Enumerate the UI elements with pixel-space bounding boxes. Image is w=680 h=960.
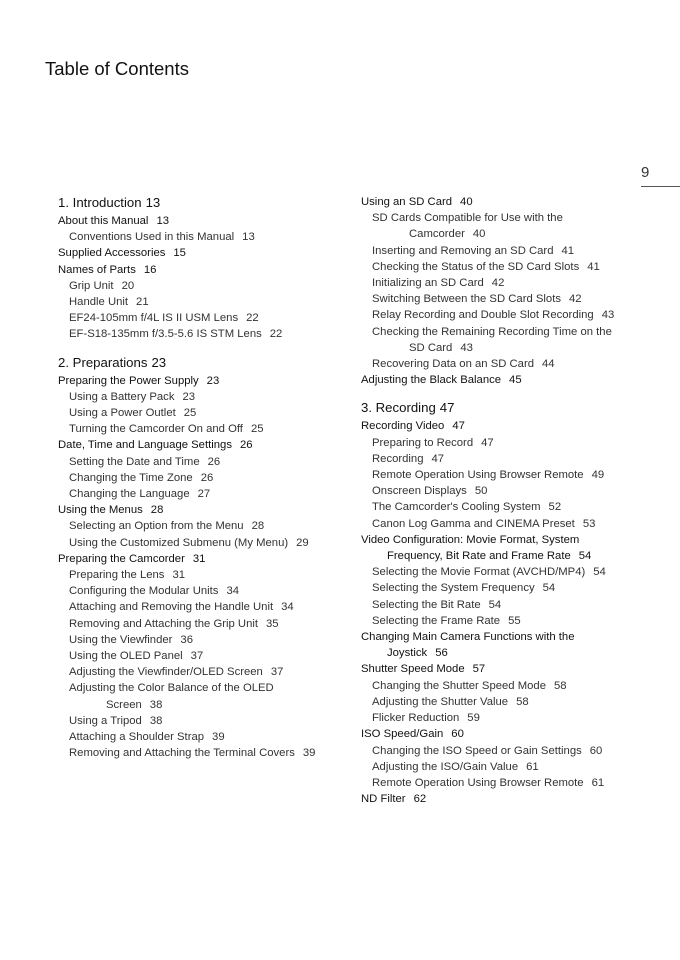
- toc-entry-title: Turning the Camcorder On and Off: [69, 423, 243, 436]
- toc-page-number: 37: [270, 666, 284, 679]
- toc-entry-title: Grip Unit: [69, 279, 114, 292]
- toc-subsection-link[interactable]: [58, 486, 338, 502]
- toc-entry-title: Inserting and Removing an SD Card: [372, 244, 554, 257]
- toc-entry-title: Adjusting the ISO/Gain Value: [372, 760, 519, 773]
- toc-entry-title: Changing the Language: [69, 488, 190, 501]
- toc-entry-title: Using a Battery Pack: [69, 390, 175, 403]
- toc-subsection-link[interactable]: [361, 243, 661, 259]
- toc-entry-title: Video Configuration: Movie Format, System: [361, 533, 580, 546]
- toc-subsection-link[interactable]: [58, 294, 338, 310]
- toc-entry-title: EF-S18-135mm f/3.5-5.6 IS STM Lens: [69, 328, 262, 341]
- toc-entry-title: Onscreen Displays: [372, 485, 467, 498]
- toc-subsection-link[interactable]: [361, 259, 661, 275]
- toc-entry-title: Supplied Accessories: [58, 247, 166, 260]
- toc-page-number: 42: [491, 277, 505, 290]
- toc-section-link[interactable]: [361, 726, 661, 742]
- toc-entry-title: Preparing the Power Supply: [58, 374, 199, 387]
- toc-page-number: 28: [251, 520, 265, 533]
- toc-subsection-link[interactable]: [58, 310, 338, 326]
- toc-entry-title: Conventions Used in this Manual: [69, 231, 235, 244]
- page-number-rule: [641, 186, 680, 187]
- toc-entry-title: Checking the Status of the SD Card Slots: [372, 260, 580, 273]
- toc-entry-title: Selecting the System Frequency: [372, 582, 535, 595]
- toc-section-link[interactable]: [58, 373, 338, 389]
- toc-page-number: 15: [173, 247, 186, 260]
- toc-page-number: 39: [212, 731, 225, 744]
- toc-entry-title: Preparing to Record: [372, 436, 474, 449]
- toc-subsection-link[interactable]: [58, 470, 338, 486]
- toc-subsection-link[interactable]: [58, 567, 338, 583]
- toc-subsection-link[interactable]: [361, 307, 661, 323]
- toc-page-number: 23: [182, 390, 196, 403]
- toc-entry-title: Removing and Attaching the Grip Unit: [69, 617, 259, 630]
- toc-entry-title: Names of Parts: [58, 263, 136, 276]
- toc-page-number: 38: [149, 714, 163, 727]
- toc-subsection-link[interactable]: [361, 275, 661, 291]
- toc-page-number: 34: [226, 585, 240, 598]
- toc-entry-title: Recovering Data on an SD Card: [372, 358, 535, 371]
- toc-page-number: 25: [250, 423, 264, 436]
- toc-subsection-link[interactable]: [58, 518, 338, 534]
- toc-entry-title: Selecting the Movie Format (AVCHD/MP4): [372, 566, 586, 579]
- toc-entry-title: Removing and Attaching the Terminal Covers: [69, 747, 295, 760]
- toc-entry-title: Using the Customized Submenu (My Menu): [69, 536, 289, 549]
- toc-subsection-link[interactable]: [58, 616, 338, 632]
- toc-subsection-link[interactable]: [361, 775, 661, 791]
- toc-entry-title: Setting the Date and Time: [69, 455, 200, 468]
- toc-subsection-link[interactable]: [361, 467, 661, 483]
- toc-page-number: 40: [472, 228, 486, 241]
- toc-chapter-heading[interactable]: [361, 399, 661, 417]
- toc-page-number: 45: [509, 374, 522, 387]
- toc-page-number: 26: [239, 439, 253, 452]
- toc-subsection-link[interactable]: [58, 278, 338, 294]
- toc-entry-title: Adjusting the Black Balance: [361, 374, 502, 387]
- toc-entry-title: Remote Operation Using Browser Remote: [372, 469, 584, 482]
- toc-entry-title: SD Cards Compatible for Use with the: [372, 212, 563, 225]
- toc-subsection-link[interactable]: [58, 680, 338, 712]
- toc-section-link[interactable]: [58, 502, 338, 518]
- toc-entry-title: Changing the Shutter Speed Mode: [372, 679, 546, 692]
- toc-page-number: 37: [190, 650, 204, 663]
- toc-subsection-link[interactable]: [361, 743, 661, 759]
- toc-section-link[interactable]: [361, 791, 661, 807]
- toc-section-link[interactable]: [361, 194, 661, 210]
- toc-entry-title: Changing the ISO Speed or Gain Settings: [372, 744, 582, 757]
- toc-page-number: 55: [508, 614, 521, 627]
- toc-entry-title: About this Manual: [58, 215, 149, 227]
- toc-entry-title: Selecting the Frame Rate: [372, 614, 501, 627]
- toc-page-number: 52: [548, 501, 562, 514]
- toc-entry-title: Recording: [372, 452, 424, 465]
- toc-page-number: 34: [281, 601, 294, 614]
- toc-entry-title: Preparing the Lens: [69, 569, 165, 582]
- toc-chapter-heading[interactable]: [58, 194, 338, 212]
- toc-entry-title: ND Filter: [361, 793, 406, 806]
- toc-page-number: 54: [488, 598, 502, 611]
- toc-entry-title: ISO Speed/Gain: [361, 728, 444, 741]
- toc-page-number: 38: [149, 698, 163, 711]
- toc-page-number: 62: [413, 793, 427, 806]
- toc-subsection-link[interactable]: [58, 389, 338, 405]
- toc-page-number: 23: [151, 354, 167, 370]
- toc-entry-title: Switching Between the SD Card Slots: [372, 293, 562, 306]
- toc-page-number: 43: [601, 309, 615, 322]
- toc-entry-title: 1. Introduction: [58, 195, 142, 210]
- toc-entry-title-continued: Joystick: [387, 647, 428, 660]
- toc-page-number: 54: [593, 566, 606, 579]
- toc-entry-title: EF24-105mm f/4L IS II USM Lens: [69, 312, 239, 325]
- toc-section-link[interactable]: [361, 661, 661, 677]
- toc-entry-title: Using the OLED Panel: [69, 650, 183, 663]
- toc-subsection-link[interactable]: [361, 564, 661, 580]
- toc-entry-title: Using the Viewfinder: [69, 633, 173, 646]
- toc-page-number: 35: [266, 617, 279, 630]
- toc-subsection-link[interactable]: [361, 210, 661, 242]
- toc-page-number: 23: [206, 374, 220, 387]
- toc-column-right: [361, 194, 661, 807]
- toc-entry-title: Adjusting the Shutter Value: [372, 695, 509, 708]
- toc-subsection-link[interactable]: [361, 483, 661, 499]
- toc-subsection-link[interactable]: [361, 694, 661, 710]
- toc-entry-title: Remote Operation Using Browser Remote: [372, 776, 584, 789]
- toc-page-number: 27: [197, 488, 211, 501]
- toc-page-number: 58: [553, 679, 567, 692]
- toc-entry-title: Selecting the Bit Rate: [372, 598, 481, 611]
- toc-page-number: 47: [439, 400, 455, 416]
- toc-entry-title: Configuring the Modular Units: [69, 585, 219, 598]
- toc-subsection-link[interactable]: [361, 759, 661, 775]
- toc-page-number: 13: [145, 195, 161, 210]
- toc-entry-title: The Camcorder's Cooling System: [372, 501, 541, 514]
- toc-subsection-link[interactable]: [361, 710, 661, 726]
- toc-section-link[interactable]: [361, 372, 661, 388]
- toc-page-number: 61: [591, 776, 605, 789]
- toc-subsection-link[interactable]: [361, 516, 661, 532]
- toc-page-number: 31: [192, 552, 206, 565]
- toc-entry-title: Shutter Speed Mode: [361, 663, 465, 676]
- toc-entry-title: Flicker Reduction: [372, 712, 460, 725]
- toc-page-number: 40: [460, 196, 473, 208]
- toc-subsection-link[interactable]: [58, 421, 338, 437]
- toc-entry-title: Handle Unit: [69, 296, 129, 309]
- toc-subsection-link[interactable]: [58, 745, 338, 761]
- toc-page-number: 58: [516, 695, 529, 708]
- toc-page-number: 25: [183, 407, 197, 420]
- toc-entry-title: 2. Preparations: [58, 354, 148, 370]
- toc-page-number: 26: [200, 471, 214, 484]
- toc-subsection-link[interactable]: [58, 535, 338, 551]
- toc-entry-title: Using the Menus: [58, 504, 143, 517]
- toc-entry-title: Preparing the Camcorder: [58, 552, 185, 565]
- toc-entry-title-continued: Screen: [106, 698, 142, 711]
- toc-page-number: 29: [296, 536, 309, 549]
- toc-page-number: 41: [561, 244, 575, 257]
- toc-subsection-link[interactable]: [361, 291, 661, 307]
- toc-section-link[interactable]: [58, 262, 338, 278]
- toc-entry-title: Recording Video: [361, 420, 445, 433]
- toc-section-link[interactable]: [58, 245, 338, 261]
- toc-page-number: 39: [302, 747, 316, 760]
- toc-page-number: 20: [121, 279, 135, 292]
- toc-entry-title: Changing the Time Zone: [69, 471, 193, 484]
- toc-section-link[interactable]: [58, 437, 338, 453]
- toc-section-link[interactable]: [361, 629, 661, 661]
- toc-page-number: 22: [269, 328, 283, 341]
- toc-subsection-link[interactable]: [361, 499, 661, 515]
- toc-page-number: 54: [578, 550, 592, 563]
- toc-subsection-link[interactable]: [58, 648, 338, 664]
- toc-page-number: 31: [172, 569, 186, 582]
- toc-page-number: 47: [452, 420, 465, 433]
- toc-page-number: 47: [431, 452, 445, 465]
- toc-subsection-link[interactable]: [58, 664, 338, 680]
- toc-subsection-link[interactable]: [361, 613, 661, 629]
- page-number: 9: [641, 164, 650, 181]
- toc-page-number: 13: [242, 231, 255, 244]
- toc-entry-title: Using an SD Card: [361, 196, 453, 208]
- toc-subsection-link[interactable]: [58, 713, 338, 729]
- toc-entry-title-continued: Camcorder: [409, 228, 465, 241]
- toc-subsection-link[interactable]: [361, 324, 661, 356]
- toc-section-link[interactable]: [361, 418, 661, 434]
- toc-subsection-link[interactable]: [58, 583, 338, 599]
- toc-chapter-heading[interactable]: [58, 354, 338, 372]
- toc-entry-title: Canon Log Gamma and CINEMA Preset: [372, 517, 575, 530]
- toc-page-number: 57: [472, 663, 486, 676]
- toc-section-link[interactable]: [58, 551, 338, 567]
- toc-page-number: 60: [451, 728, 464, 741]
- toc-entry-title: Adjusting the Color Balance of the OLED: [69, 682, 274, 695]
- toc-section-link[interactable]: [361, 532, 661, 564]
- toc-page-number: 28: [150, 504, 164, 517]
- toc-page-number: 26: [207, 455, 221, 468]
- toc-entry-title: 3. Recording: [361, 400, 436, 416]
- toc-subsection-link[interactable]: [58, 229, 338, 245]
- toc-subsection-link[interactable]: [361, 580, 661, 596]
- toc-entry-title: Attaching and Removing the Handle Unit: [69, 601, 274, 614]
- toc-subsection-link[interactable]: [361, 678, 661, 694]
- toc-page-number: 54: [542, 582, 556, 595]
- toc-page-number: 60: [589, 744, 603, 757]
- toc-subsection-link[interactable]: [58, 599, 338, 615]
- toc-subsection-link[interactable]: [361, 435, 661, 451]
- toc-entry-title: Attaching a Shoulder Strap: [69, 731, 205, 744]
- toc-entry-title-continued: Frequency, Bit Rate and Frame Rate: [387, 550, 571, 563]
- toc-page-number: 36: [180, 633, 193, 646]
- toc-page-number: 47: [481, 436, 494, 449]
- toc-page-number: 16: [143, 263, 157, 276]
- toc-page-number: 13: [156, 215, 170, 227]
- toc-entry-title: Using a Power Outlet: [69, 407, 176, 420]
- toc-section-link[interactable]: [58, 213, 338, 229]
- toc-page-number: 41: [587, 260, 600, 273]
- toc-page-number: 43: [460, 341, 473, 354]
- toc-subsection-link[interactable]: [58, 729, 338, 745]
- toc-page-number: 42: [569, 293, 582, 306]
- toc-page-number: 61: [526, 760, 539, 773]
- toc-entry-title: Changing Main Camera Functions with the: [361, 631, 575, 644]
- toc-page-number: 49: [591, 469, 605, 482]
- toc-subsection-link[interactable]: [58, 405, 338, 421]
- toc-entry-title: Initializing an SD Card: [372, 277, 484, 290]
- toc-page-number: 22: [246, 312, 259, 325]
- toc-entry-title: Checking the Remaining Recording Time on the: [372, 325, 612, 338]
- toc-column-left: [58, 194, 338, 762]
- toc-entry-title: Adjusting the Viewfinder/OLED Screen: [69, 666, 263, 679]
- toc-entry-title: Using a Tripod: [69, 714, 142, 727]
- toc-subsection-link[interactable]: [361, 597, 661, 613]
- toc-entry-title-continued: SD Card: [409, 341, 453, 354]
- toc-page-number: 59: [467, 712, 480, 725]
- toc-subsection-link[interactable]: [361, 451, 661, 467]
- toc-subsection-link[interactable]: [58, 632, 338, 648]
- toc-subsection-link[interactable]: [361, 356, 661, 372]
- toc-page-number: 50: [474, 485, 488, 498]
- toc-page-number: 21: [136, 296, 149, 309]
- toc-subsection-link[interactable]: [58, 326, 338, 342]
- toc-subsection-link[interactable]: [58, 454, 338, 470]
- toc-entry-title: Relay Recording and Double Slot Recording: [372, 309, 594, 322]
- toc-page-number: 53: [582, 517, 596, 530]
- toc-entry-title: Selecting an Option from the Menu: [69, 520, 244, 533]
- toc-page-number: 56: [435, 647, 448, 660]
- page-title: Table of Contents: [45, 58, 189, 79]
- toc-page-number: 44: [542, 358, 555, 371]
- toc-entry-title: Date, Time and Language Settings: [58, 439, 232, 452]
